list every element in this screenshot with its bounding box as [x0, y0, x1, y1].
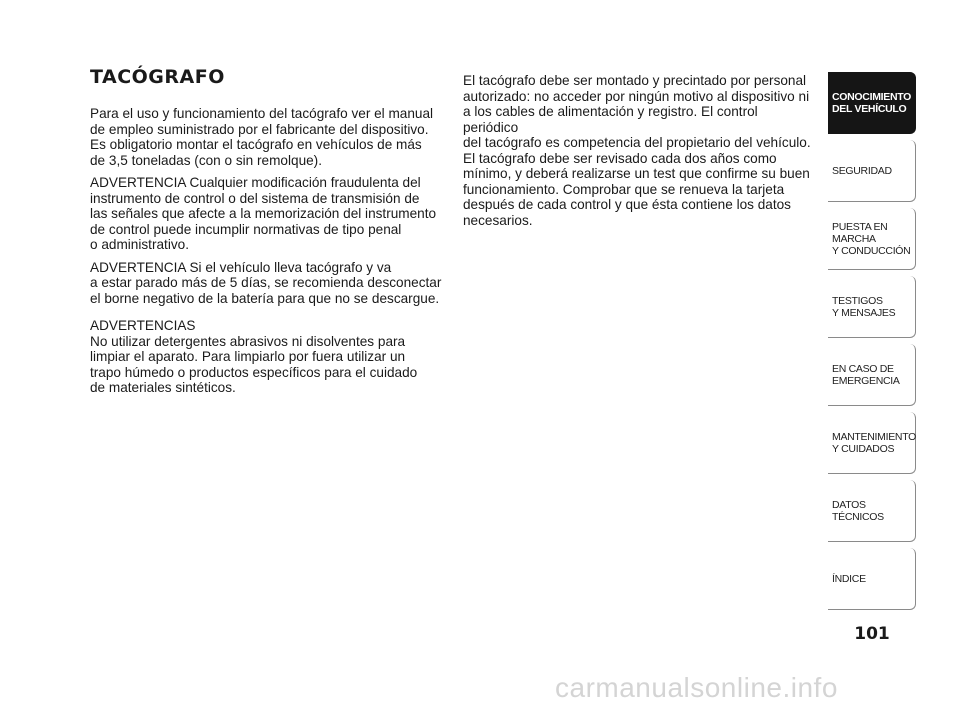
page-number: 101 — [854, 624, 890, 644]
tab-en-caso-de-emergencia[interactable]: EN CASO DE EMERGENCIA — [828, 344, 916, 406]
paragraph-cleaning: No utilizar detergentes abrasivos ni disolventes para limpiar el aparato. Para limpiarlo por fuera utilizar un trapo húmedo o productos específicos para el cuidado de materiales sintéticos. — [90, 333, 418, 395]
tab-mantenimiento-y-cuidados[interactable]: MANTENIMIENTO Y CUIDADOS — [828, 412, 916, 474]
tab-puesta-en-marcha[interactable]: PUESTA EN MARCHA Y CONDUCCIÓN — [828, 208, 916, 270]
chapter-tabs — [828, 72, 916, 616]
paragraph-installation: El tacógrafo debe ser montado y precintado por personal autorizado: no acceder por ningún motivo al dispositivo ni a los cables de alimentación y registro. El control periódico del tacógrafo es competencia del propietario del vehículo. El tacógrafo debe ser revisado cada dos años como mínimo, y deberá realizarse un test que confirme su buen funcionamiento. Comprobar que se renueva la tarjeta después de cada control y que ésta contiene los datos necesarios. — [463, 73, 811, 228]
tab-datos-tecnicos[interactable]: DATOS TÉCNICOS — [828, 480, 916, 542]
tab-indice[interactable]: ÍNDICE — [828, 548, 916, 610]
tab-testigos-y-mensajes[interactable]: TESTIGOS Y MENSAJES — [828, 276, 916, 338]
right-column — [463, 73, 813, 235]
subheading-warnings: ADVERTENCIAS — [90, 318, 196, 333]
watermark-text: carmanualsonline.info — [555, 672, 838, 703]
paragraph-warning-fraud: ADVERTENCIA Cualquier modificación fraudulenta del instrumento de control o del sistema de transmisión de las señales que afecte a la memorización del instrumento de control puede incumplir normativas de tipo penal o administrativo. — [90, 175, 437, 252]
left-column — [90, 106, 445, 403]
paragraph-usage: Para el uso y funcionamiento del tacógrafo ver el manual de empleo suministrado por el fabricante del dispositivo. Es obligatorio montar el tacógrafo en vehículos de más de 3,5 toneladas (con o sin remolque). — [90, 106, 434, 168]
tab-conocimiento-del-vehiculo[interactable]: CONOCIMIENTO DEL VEHÍCULO — [828, 72, 916, 134]
paragraph-warning-battery: ADVERTENCIA Si el vehículo lleva tacógrafo y va a estar parado más de 5 días, se recomienda desconectar el borne negativo de la batería para que no se descargue. — [90, 259, 442, 306]
page-title: TACÓGRAFO — [90, 66, 225, 88]
tab-seguridad[interactable]: SEGURIDAD — [828, 140, 916, 202]
